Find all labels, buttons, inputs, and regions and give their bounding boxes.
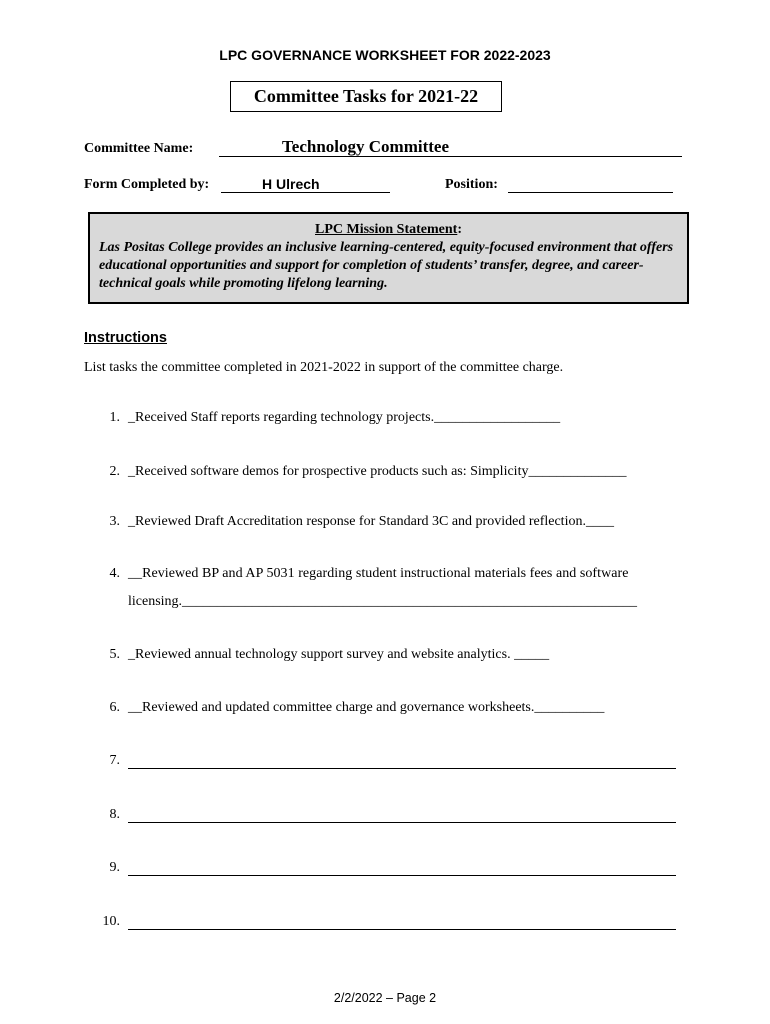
task-blank-line	[128, 875, 676, 876]
task-blank-line	[128, 822, 676, 823]
position-underline	[508, 192, 673, 193]
completed-by-underline	[221, 192, 390, 193]
task-number: 10.	[102, 914, 120, 929]
task-blank-line	[128, 929, 676, 930]
task-text: _Reviewed Draft Accreditation response for Standard 3C and provided reflection.____	[128, 514, 614, 529]
task-number: 3.	[109, 514, 120, 529]
task-number: 1.	[109, 410, 120, 425]
task-text: __Reviewed and updated committee charge and governance worksheets.__________	[128, 700, 605, 715]
mission-heading-colon: :	[457, 222, 462, 237]
task-blank-line	[128, 768, 676, 769]
mission-heading-line	[99, 221, 678, 239]
task-number: 5.	[109, 647, 120, 662]
task-text: _Reviewed annual technology support survey and website analytics. _____	[128, 647, 550, 662]
task-text-continuation: licensing._________________________________________________________________	[128, 594, 638, 609]
task-number: 7.	[109, 753, 120, 768]
instructions-text: List tasks the committee completed in 2021-2022 in support of the committee charge.	[84, 360, 564, 375]
task-text: _Received Staff reports regarding technology projects.__________________	[128, 410, 561, 425]
task-text: _Received software demos for prospective products such as: Simplicity______________	[128, 464, 627, 479]
task-number: 6.	[109, 700, 120, 715]
position-label: Position:	[445, 177, 498, 192]
mission-text: Las Positas College provides an inclusive learning-centered, equity-focused environment that offers educational opportunities and support for completion of students’ transfer, degree, and career-technical goals while promoting lifelong learning.	[99, 240, 674, 291]
instructions-heading: Instructions	[84, 330, 167, 346]
task-number: 2.	[109, 464, 120, 479]
committee-name-label: Committee Name:	[84, 141, 194, 156]
mission-heading: LPC Mission Statement	[315, 222, 458, 237]
task-number: 8.	[109, 807, 120, 822]
completed-by-label: Form Completed by:	[84, 177, 210, 192]
task-number: 4.	[109, 566, 120, 581]
tasks-year-box: Committee Tasks for 2021-22	[230, 81, 502, 112]
completed-by-value: H Ulrech	[262, 176, 320, 192]
committee-name-value: Technology Committee	[282, 137, 449, 156]
task-number: 9.	[109, 860, 120, 875]
document-title: LPC GOVERNANCE WORKSHEET FOR 2022-2023	[219, 47, 551, 63]
page-footer: 2/2/2022 – Page 2	[333, 991, 437, 1005]
task-text: __Reviewed BP and AP 5031 regarding student instructional materials fees and software	[128, 566, 629, 581]
mission-statement-box	[88, 212, 689, 304]
